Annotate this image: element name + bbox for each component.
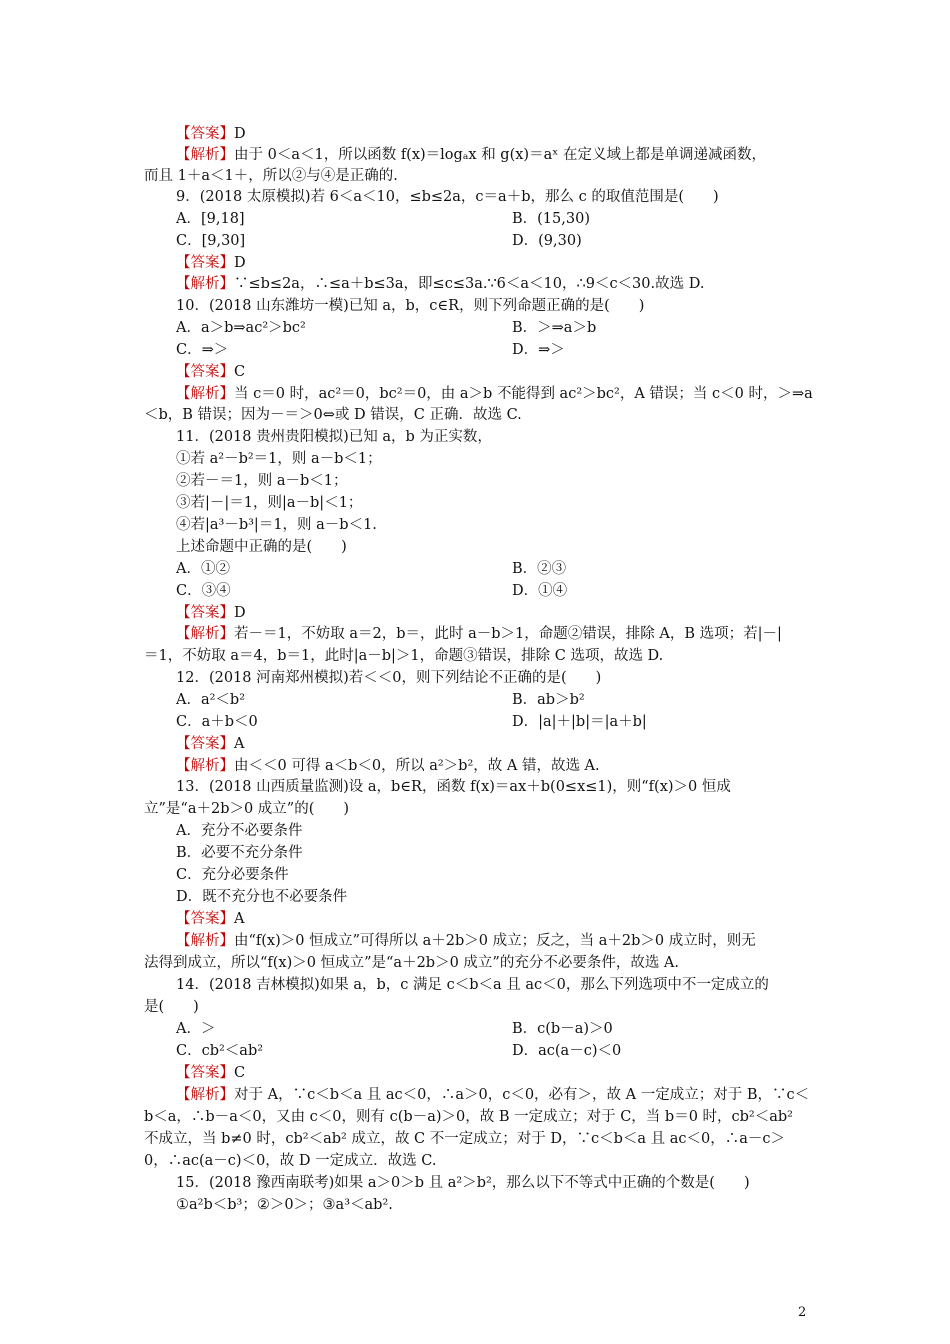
text-line <box>176 1063 245 1083</box>
line-text: C．[9,30] <box>176 233 246 249</box>
line-text: 9．(2018 太原模拟)若 6＜a＜10，≤b≤2a，c＝a＋b，那么 c 的取值范围是( ) <box>176 189 719 205</box>
line-text: D <box>234 255 246 271</box>
text-line <box>176 559 230 579</box>
line-text: ②若－＝1，则 a－b＜1； <box>176 473 348 489</box>
text-line <box>176 340 228 360</box>
text-line <box>144 166 398 186</box>
line-text: B．ab＞b² <box>512 692 585 708</box>
section-tag: 【解析】 <box>176 933 234 949</box>
text-line <box>176 624 782 644</box>
text-line <box>176 777 731 797</box>
line-text: ①若 a²－b²＝1，则 a－b＜1； <box>176 451 382 467</box>
line-text: B．必要不充分条件 <box>176 845 303 861</box>
section-tag: 【答案】 <box>176 736 234 752</box>
section-tag: 【解析】 <box>176 1087 234 1103</box>
text-line <box>176 296 644 316</box>
line-text: 由“f(x)＞0 恒成立”可得所以 a＋2b＞0 成立；反之，当 a＋2b＞0 成立时，则无 <box>234 933 756 949</box>
line-text: 14．(2018 吉林模拟)如果 a，b，c 满足 c＜b＜a 且 ac＜0，那么下列选项中不一定成立的 <box>176 977 769 993</box>
text-line <box>176 668 601 688</box>
text-line <box>176 124 246 144</box>
section-tag: 【解析】 <box>176 386 234 402</box>
text-line <box>176 187 719 207</box>
line-text: D．既不充分也不必要条件 <box>176 889 348 905</box>
text-line <box>176 1085 809 1105</box>
text-line <box>176 603 246 623</box>
line-text: D <box>234 605 246 621</box>
text-line <box>144 1151 436 1171</box>
text-line <box>176 690 245 710</box>
text-line <box>176 865 289 885</box>
text-line <box>176 384 813 404</box>
text-line <box>512 690 585 710</box>
text-line <box>176 843 303 863</box>
line-text: C <box>234 364 246 380</box>
text-line <box>176 1019 215 1039</box>
section-tag: 【解析】 <box>176 758 234 774</box>
line-text: C．③④ <box>176 583 231 599</box>
line-text: ①a²b＜b³；②＞0＞；③a³＜ab². <box>176 1197 393 1213</box>
line-text: D．ac(a－c)＜0 <box>512 1043 622 1059</box>
line-text: A．＞ <box>176 1021 216 1037</box>
text-line <box>512 581 567 601</box>
section-tag: 【解析】 <box>176 276 234 292</box>
line-text: C．cb²＜ab² <box>176 1043 264 1059</box>
line-text: B．②③ <box>512 561 567 577</box>
line-text: 10．(2018 山东潍坊一模)已知 a，b，c∈R，则下列命题正确的是( ) <box>176 298 645 314</box>
text-line <box>144 1107 793 1127</box>
text-line <box>512 712 647 732</box>
text-line <box>512 1019 613 1039</box>
text-line <box>176 931 756 951</box>
line-text: D．(9,30) <box>512 233 582 249</box>
line-text: ③若|－|＝1，则|a－b|＜1； <box>176 495 363 511</box>
line-text: 而且 1＋a＜1＋，所以②与④是正确的. <box>144 168 398 184</box>
text-line <box>176 581 231 601</box>
line-text: A <box>234 911 245 927</box>
section-tag: 【答案】 <box>176 255 234 271</box>
line-text: A．①② <box>176 561 230 577</box>
text-line <box>176 1173 750 1193</box>
text-line <box>176 362 245 382</box>
line-text: C．a＋b＜0 <box>176 714 258 730</box>
text-line <box>176 274 704 294</box>
text-line <box>144 646 663 666</box>
line-text: 对于 A，∵c＜b＜a 且 ac＜0，∴a＞0，c＜0，必有＞，故 A 一定成立；对于 B，∵c＜ <box>234 1087 810 1103</box>
text-line <box>176 427 492 447</box>
section-tag: 【答案】 <box>176 911 234 927</box>
text-line <box>144 997 199 1017</box>
line-text: A．充分不必要条件 <box>176 823 303 839</box>
line-text: A．[9,18] <box>176 211 245 227</box>
text-line <box>512 340 565 360</box>
line-text: ＝1，不妨取 a＝4，b＝1，此时|a－b|＞1，命题③错误，排除 C 选项，故选 D. <box>144 648 664 664</box>
text-line <box>512 318 596 338</box>
line-text: D．|a|＋|b|＝|a＋b| <box>512 714 647 730</box>
section-tag: 【答案】 <box>176 126 234 142</box>
line-text: D．①④ <box>512 583 568 599</box>
section-tag: 【答案】 <box>176 364 234 380</box>
line-text: D <box>234 126 246 142</box>
text-line <box>144 953 679 973</box>
line-text: ④若|a³－b³|＝1，则 a－b＜1. <box>176 517 377 533</box>
text-line <box>176 231 245 251</box>
text-line <box>144 1129 785 1149</box>
line-text: C <box>234 1065 246 1081</box>
text-line <box>144 799 349 819</box>
text-line <box>176 821 302 841</box>
text-line <box>176 909 244 929</box>
text-line <box>176 318 306 338</box>
section-tag: 【答案】 <box>176 605 234 621</box>
line-text: B．c(b－a)＞0 <box>512 1021 613 1037</box>
line-text: 11．(2018 贵州贵阳模拟)已知 a，b 为正实数， <box>176 429 492 445</box>
line-text: 是( ) <box>144 999 199 1015</box>
text-line <box>176 253 246 273</box>
line-text: ∵≤b≤2a，∴≤a＋b≤3a，即≤c≤3a.∵6＜a＜10，∴9＜c＜30.故选 D. <box>234 276 705 292</box>
text-line <box>512 231 582 251</box>
text-line <box>176 471 348 491</box>
text-line <box>512 209 590 229</box>
text-line <box>176 975 769 995</box>
line-text: ＜b，B 错误；因为－＝＞0⇔或 D 错误，C 正确．故选 C. <box>144 407 522 423</box>
line-text: 法得到成立，所以“f(x)＞0 恒成立”是“a＋2b＞0 成立”的充分不必要条件，故选 A. <box>144 955 680 971</box>
line-text: 15．(2018 豫西南联考)如果 a＞0＞b 且 a²＞b²，那么以下不等式中正确的个数是( ) <box>176 1175 750 1191</box>
line-text: 12．(2018 河南郑州模拟)若＜＜0，则下列结论不正确的是( ) <box>176 670 602 686</box>
page-number: 2 <box>798 1305 807 1320</box>
text-line <box>176 756 600 776</box>
line-text: 上述命题中正确的是( ) <box>176 539 347 555</box>
line-text: C．充分必要条件 <box>176 867 289 883</box>
line-text: B．＞⇒a＞b <box>512 320 597 336</box>
line-text: 0，∴ac(a－c)＜0，故 D 一定成立．故选 C. <box>144 1153 437 1169</box>
text-line <box>144 405 522 425</box>
text-line <box>176 449 382 469</box>
text-line <box>176 209 245 229</box>
line-text: 当 c＝0 时，ac²＝0，bc²＝0，由 a＞b 不能得到 ac²＞bc²，A 错误；当 c＜0 时，＞⇒a <box>234 386 813 402</box>
text-line <box>176 493 362 513</box>
text-line <box>176 887 347 907</box>
section-tag: 【解析】 <box>176 147 234 163</box>
line-text: b＜a，∴b－a＜0，又由 c＜0，则有 c(b－a)＞0，故 B 一定成立；对于 C，当 b＝0 时，cb²＜ab² <box>144 1109 793 1125</box>
line-text: 若－＝1，不妨取 a＝2，b＝，此时 a－b＞1，命题②错误，排除 A，B 选项；若|－| <box>234 626 782 642</box>
text-line <box>176 712 258 732</box>
line-text: A．a²＜b² <box>176 692 246 708</box>
line-text: 立”是“a＋2b＞0 成立”的( ) <box>144 801 350 817</box>
text-line <box>512 559 566 579</box>
line-text: B．(15,30) <box>512 211 590 227</box>
line-text: 13．(2018 山西质量监测)设 a，b∈R，函数 f(x)＝ax＋b(0≤x≤1)，则“f(x)＞0 恒成 <box>176 779 731 795</box>
text-line <box>512 1041 621 1061</box>
section-tag: 【解析】 <box>176 626 234 642</box>
line-text: C．⇒＞ <box>176 342 229 358</box>
section-tag: 【答案】 <box>176 1065 234 1081</box>
text-line <box>176 1041 263 1061</box>
text-line <box>176 145 766 165</box>
text-line <box>176 537 347 557</box>
line-text: 由于 0＜a＜1，所以函数 f(x)＝logₐx 和 g(x)＝aˣ 在定义域上都是单调递减函数， <box>234 147 766 163</box>
text-line <box>176 1195 393 1215</box>
line-text: D．⇒＞ <box>512 342 565 358</box>
line-text: 由＜＜0 可得 a＜b＜0，所以 a²＞b²，故 A 错，故选 A. <box>234 758 600 774</box>
line-text: 不成立，当 b≠0 时，cb²＜ab² 成立，故 C 不一定成立；对于 D，∵c＜b＜a 且 ac＜0，∴a－c＞ <box>144 1131 786 1147</box>
line-text: A <box>234 736 245 752</box>
line-text: A．a＞b⇒ac²＞bc² <box>176 320 306 336</box>
text-line <box>176 515 377 535</box>
text-line <box>176 734 244 754</box>
